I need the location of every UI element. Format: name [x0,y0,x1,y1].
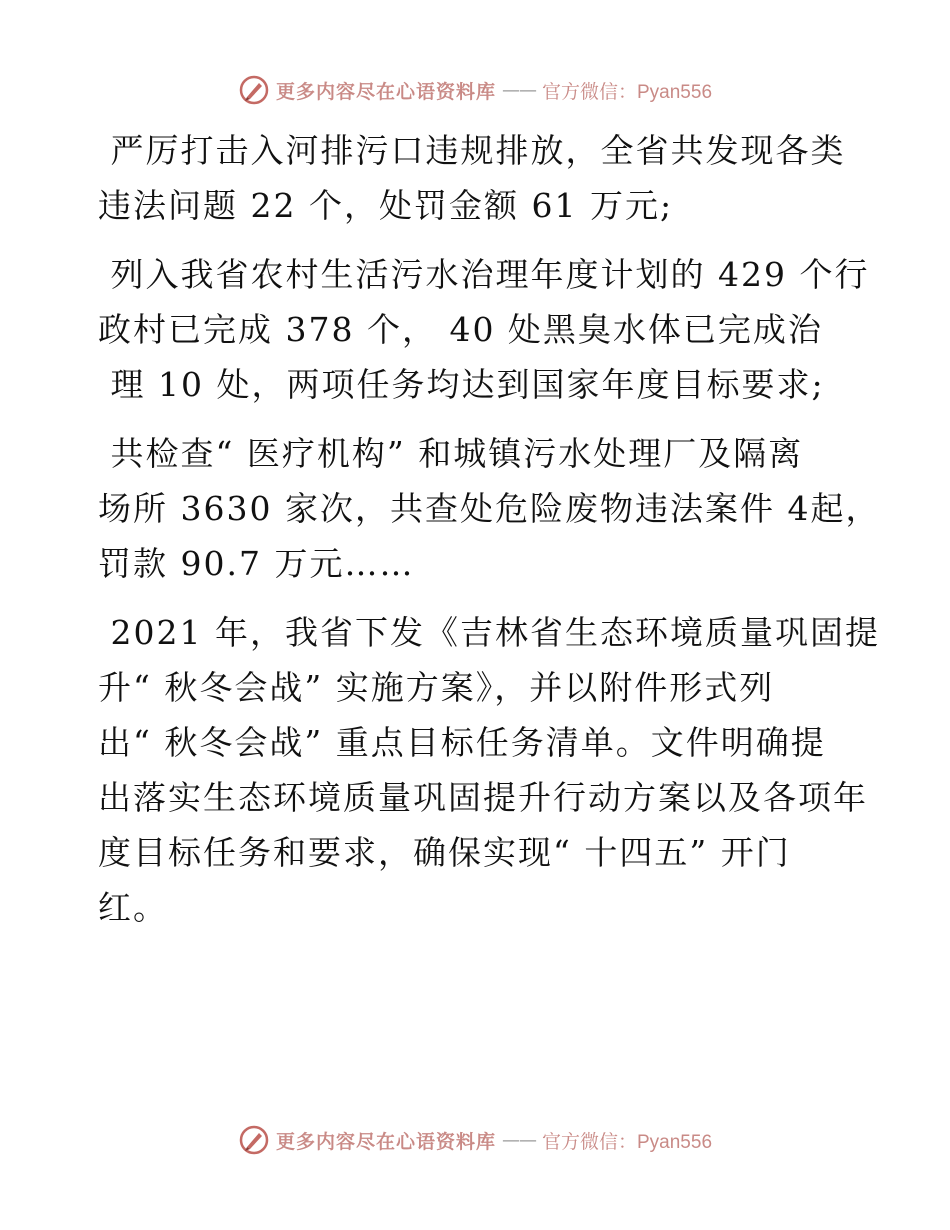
text-line: 出“ 秋冬会战” 重点目标任务清单。文件明确提 [98,723,826,762]
document-body [98,123,881,949]
text-line: 共检查“ 医疗机构” 和城镇污水处理厂及隔离 [98,434,804,473]
watermark-dash: —— [502,1129,536,1151]
text-line: 红。 [98,888,168,927]
watermark-contact: 官方微信：Pyan556 [542,81,713,103]
header-watermark [0,72,950,108]
watermark-dash: —— [502,79,536,101]
footer-watermark [0,1122,950,1158]
text-line: 列入我省农村生活污水治理年度计划的 429 个行 [98,255,870,294]
text-line: 罚款 90.7 万元…… [98,544,415,583]
text-line: 场所 3630 家次，共查处危险废物违法案件 4起， [98,489,881,528]
pen-logo-icon [238,1124,270,1156]
watermark-title: 更多内容尽在心语资料库 [275,1130,496,1153]
text-line: 严厉打击入河排污口违规排放，全省共发现各类 [98,131,846,170]
text-line: 理 10 处，两项任务均达到国家年度目标要求; [98,365,825,404]
text-line: 出落实生态环境质量巩固提升行动方案以及各项年 [98,778,868,817]
paragraph [98,426,881,591]
text-line: 升“ 秋冬会战” 实施方案》，并以附件形式列 [98,668,775,707]
text-line: 违法问题 22 个，处罚金额 61 万元; [98,186,674,225]
paragraph [98,247,870,412]
text-line: 2021 年，我省下发《吉林省生态环境质量巩固提 [98,613,880,652]
paragraph [98,123,858,233]
paragraph [98,605,880,935]
pen-logo-icon [238,74,270,106]
watermark-title: 更多内容尽在心语资料库 [275,80,496,103]
watermark-contact: 官方微信：Pyan556 [542,1131,713,1153]
text-line: 政村已完成 378 个， 40 处黑臭水体已完成治 [98,310,823,349]
text-line: 度目标任务和要求，确保实现“ 十四五” 开门 [98,833,791,872]
